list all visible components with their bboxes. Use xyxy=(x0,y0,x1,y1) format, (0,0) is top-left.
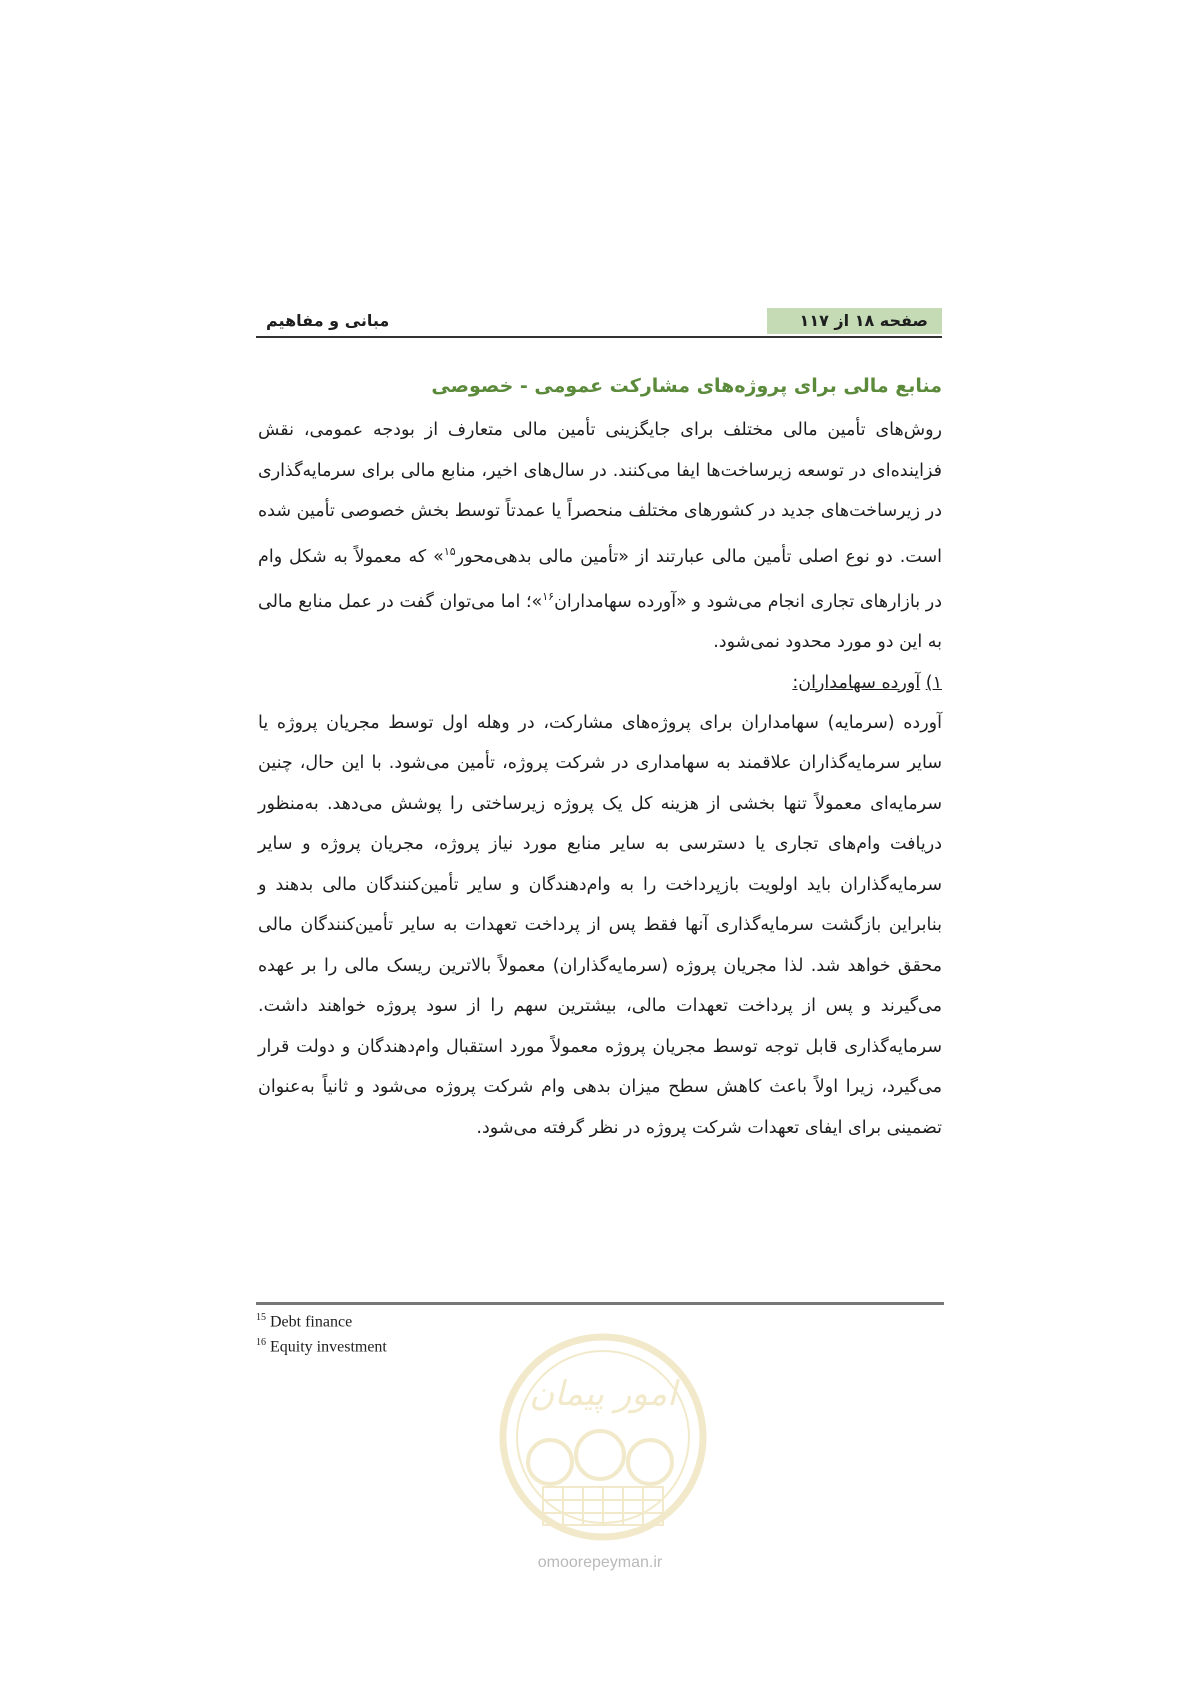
watermark-url: omoorepeyman.ir xyxy=(537,1554,663,1571)
page-number-label: صفحه ۱۸ از ۱۱۷ xyxy=(767,308,942,334)
chapter-title: مبانی و مفاهیم xyxy=(266,311,390,330)
footnote-ref-16[interactable]: ۱۶ xyxy=(542,589,555,603)
body-paragraph: آورده (سرمایه) سهامداران برای پروژه‌های مشارکت، در وهله اول توسط مجریان پروژه یا سایر سرمایه‌گذاران علاقمند به سهامداری در شرکت پروژه، تأمین می‌شود. با این حال، چنین سرمایه‌ای معمولاً تنها بخشی از هزینه کل یک پروژه زیرساختی را پوشش می‌دهد. به‌منظور دریافت وام‌های تجاری یا دسترسی به سایر منابع مورد نیاز پروژه، مجریان پروژه و سایر سرمایه‌گذاران باید اولویت بازپرداخت را به وام‌دهندگان و سایر تأمین‌کنندگان مالی بدهند و بنابراین بازگشت سرمایه‌گذاری آنها فقط پس از پرداخت تعهدات به سایر تأمین‌کنندگان مالی محقق خواهد شد. لذا مجریان پروژه (سرمایه‌گذاران) معمولاً بالاترین ریسک مالی را بر عهده می‌گیرند و پس از پرداخت تعهدات مالی، بیشترین سهم را از سود پروژه خواهند داشت. سرمایه‌گذاری قابل توجه توسط مجریان پروژه معمولاً مورد استقبال وام‌دهندگان و دولت قرار می‌گیرد، زیرا اولاً باعث کاهش سطح میزان بدهی وام شرکت پروژه می‌شود و ثانیاً به‌عنوان تضمینی برای ایفای تعهدات شرکت پروژه در نظر گرفته می‌شود. xyxy=(258,712,942,1138)
gear-seal-logo-icon xyxy=(488,1327,718,1557)
section-title: منابع مالی برای پروژه‌های مشارکت عمومی - خصوصی xyxy=(431,375,942,397)
footnote-mark: 15 xyxy=(256,1312,266,1323)
subheading-number: ۱) xyxy=(925,672,942,693)
main-content xyxy=(258,372,942,1148)
footnote-text: Equity investment xyxy=(270,1338,387,1356)
intro-text-part1: روش‌های تأمین مالی مختلف برای جایگزینی تأمین مالی متعارف از بودجه عمومی، نقش فزاینده‌ای در توسعه زیرساخت‌ها ایفا می‌کنند. در سال‌های اخیر، منابع مالی برای سرمایه‌گذاری در زیرساخت‌های جدید در کشورهای مختلف منحصراً یا عمدتاً توسط بخش خصوصی تأمین شده است. دو نوع اصلی تأمین مالی عبارتند از «تأمین مالی بدهی‌محور xyxy=(258,420,942,567)
page-header xyxy=(256,306,942,338)
footnote-text: Debt finance xyxy=(270,1313,353,1331)
footnote-ref-15[interactable]: ۱۵ xyxy=(443,544,456,558)
subheading-equity xyxy=(258,663,942,703)
svg-text:امور پیمان: امور پیمان xyxy=(529,1374,677,1414)
intro-text-part3: »؛ اما می‌توان گفت در عمل منابع مالی به این دو مورد محدود نمی‌شود. xyxy=(258,591,942,653)
footnote-mark: 16 xyxy=(256,1337,266,1349)
intro-text-part2: » که معمولاً به شکل وام در بازارهای تجاری انجام می‌شود و «آورده سهامداران xyxy=(258,546,942,612)
intro-paragraph xyxy=(258,410,942,663)
subheading-text: آورده سهامداران: xyxy=(792,672,921,693)
